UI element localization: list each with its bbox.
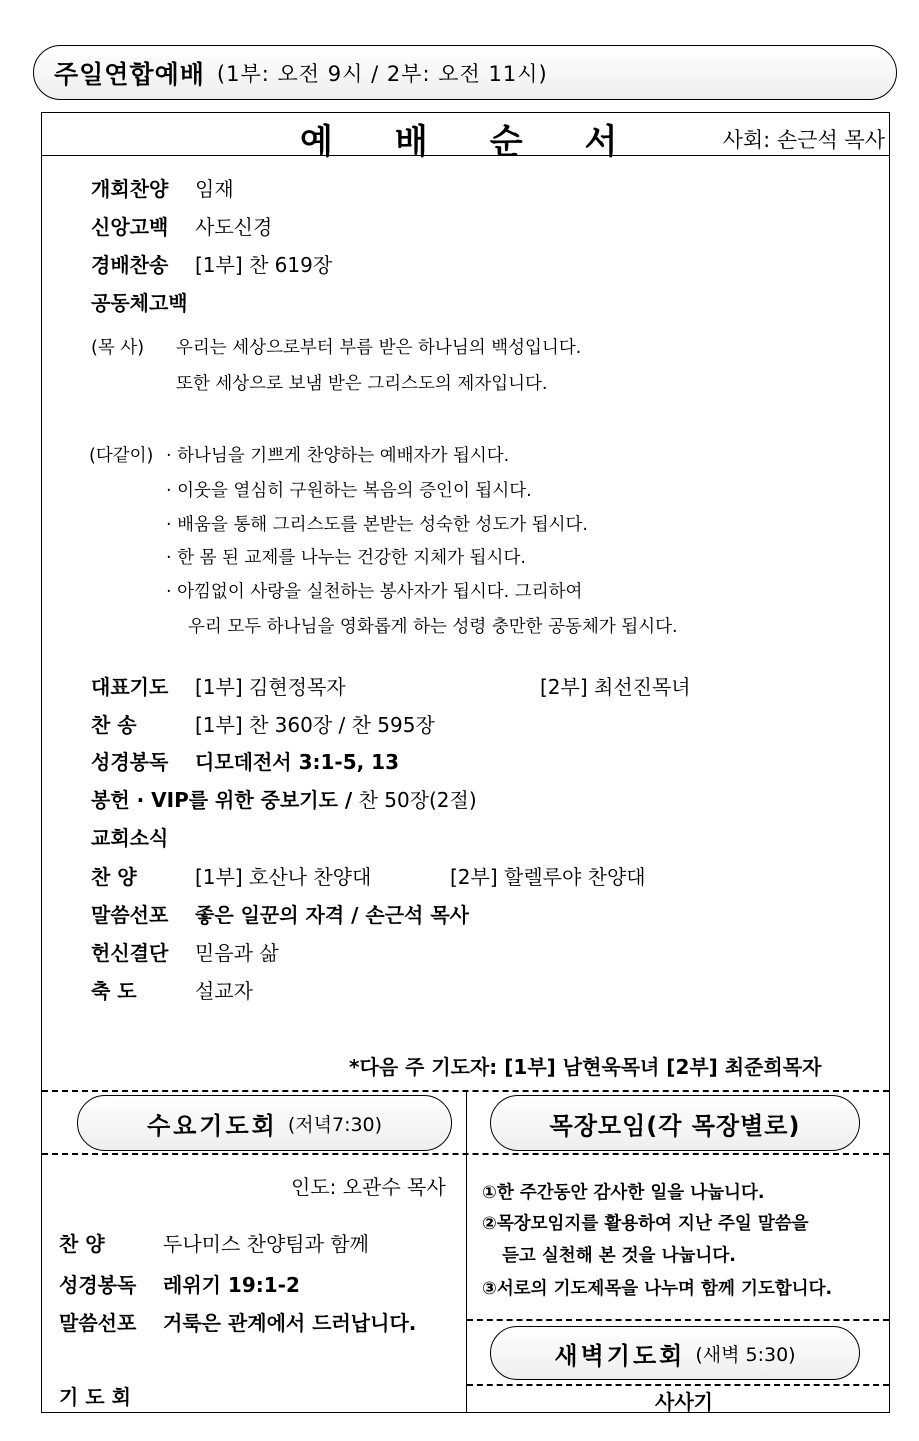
item-value: 레위기 19:1-2 — [163, 1273, 300, 1297]
confession-all-line: · 하나님을 기쁘게 찬양하는 예배자가 됩시다. — [166, 446, 510, 466]
cell-step: ②목장모임지를 활용하여 지난 주일 말씀을 — [482, 1214, 809, 1234]
item-value: 사도신경 — [195, 215, 273, 239]
item-label: 성경봉독 — [59, 1273, 137, 1297]
confession-leader-label: (목 사) — [91, 338, 145, 358]
item-label: 축 도 — [91, 979, 137, 1003]
item-label: 신앙고백 — [91, 215, 169, 239]
wednesday-leader: 인도: 오관수 목사 — [291, 1175, 446, 1199]
dawn-title: 새벽기도회 — [554, 1341, 686, 1370]
item-praise — [91, 861, 371, 890]
item-label: 찬 양 — [59, 1232, 105, 1256]
item-label: 찬 양 — [91, 865, 137, 889]
item-label: 말씀선포 — [59, 1311, 137, 1335]
confession-all-line: 우리 모두 하나님을 영화롭게 하는 성령 충만한 공동체가 됩시다. — [188, 617, 678, 637]
item-value: 거룩은 관계에서 드러납니다. — [163, 1311, 417, 1335]
order-title: 예배순서 — [300, 122, 680, 162]
item-value: 임재 — [195, 177, 234, 201]
item-label: 교회소식 — [91, 826, 169, 850]
dawn-time: (새벽 5:30) — [695, 1343, 796, 1366]
column-divider — [466, 1091, 467, 1413]
item-label: 개회찬양 — [91, 177, 169, 201]
item-value: [1부] 호산나 찬양대 — [195, 865, 372, 889]
item-creed — [91, 211, 272, 240]
divider — [467, 1319, 889, 1321]
item-value: 디모데전서 3:1-5, 13 — [195, 750, 400, 774]
item-prayer-second: [2부] 최선진목녀 — [540, 675, 691, 699]
cell-step: ③서로의 기도제목을 나누며 함께 기도합니다. — [482, 1279, 833, 1299]
item-representative-prayer — [91, 671, 346, 700]
item-label: 경배찬송 — [91, 253, 169, 277]
service-times: (1부: 오전 9시 / 2부: 오전 11시) — [216, 61, 548, 86]
cell-step: ①한 주간동안 감사한 일을 나눕니다. — [482, 1183, 765, 1203]
item-benediction — [91, 975, 253, 1004]
item-value: [1부] 김현정목자 — [195, 675, 346, 699]
item-worship-hymn — [91, 249, 332, 278]
wednesday-prayer-pill — [77, 1095, 452, 1151]
item-label: 성경봉독 — [91, 750, 169, 774]
item-value: 믿음과 삶 — [195, 941, 279, 965]
confession-leader-line: 우리는 세상으로부터 부름 받은 하나님의 백성입니다. — [176, 338, 582, 358]
item-scripture — [91, 746, 399, 775]
item-label: 대표기도 — [91, 675, 169, 699]
item-value: 설교자 — [195, 979, 253, 1003]
item-value: [1부] 찬 619장 — [195, 253, 333, 277]
wednesday-time: (저녁7:30) — [287, 1113, 383, 1136]
wednesday-item — [59, 1269, 300, 1298]
wednesday-prayer-label: 기 도 회 — [59, 1385, 131, 1409]
presider: 사회: 손근석 목사 — [722, 128, 885, 152]
service-header — [33, 45, 897, 100]
item-value: 두나미스 찬양팀과 함께 — [163, 1232, 369, 1256]
item-praise-second: [2부] 할렐루야 찬양대 — [450, 865, 646, 889]
item-church-news — [91, 822, 168, 851]
wednesday-title: 수요기도회 — [146, 1111, 278, 1140]
item-label: 봉헌 · VIP를 위한 중보기도 / — [91, 788, 353, 812]
service-title: 주일연합예배 — [54, 59, 205, 89]
item-dedication — [91, 937, 279, 966]
item-sermon — [91, 899, 469, 928]
wednesday-item — [59, 1228, 369, 1257]
item-value: 찬 50장(2절) — [358, 788, 477, 812]
item-hymn — [91, 709, 435, 738]
item-offering — [91, 784, 477, 813]
confession-all-label: (다같이) — [89, 446, 154, 466]
dawn-book: 사사기 — [655, 1390, 713, 1414]
dawn-prayer-pill — [490, 1326, 860, 1380]
item-label: 헌신결단 — [91, 941, 169, 965]
cell-meeting-pill — [490, 1095, 860, 1151]
item-value: 좋은 일꾼의 자격 / 손근석 목사 — [195, 903, 469, 927]
item-opening-praise — [91, 173, 234, 202]
item-label: 말씀선포 — [91, 903, 169, 927]
item-label: 찬 송 — [91, 713, 137, 737]
next-week-prayer: *다음 주 기도자: [1부] 남현욱목녀 [2부] 최준희목자 — [349, 1055, 822, 1079]
confession-all-line: · 한 몸 된 교제를 나누는 건강한 지체가 됩시다. — [166, 548, 526, 568]
item-value: [1부] 찬 360장 / 찬 595장 — [195, 713, 435, 737]
confession-leader-line: 또한 세상으로 보냄 받은 그리스도의 제자입니다. — [176, 374, 548, 394]
item-community-confession — [91, 287, 188, 316]
confession-all-line: · 이웃을 열심히 구원하는 복음의 증인이 됩시다. — [166, 481, 532, 501]
confession-all-line: · 배움을 통해 그리스도를 본받는 성숙한 성도가 됩시다. — [166, 515, 588, 535]
cell-title: 목장모임(각 목장별로) — [549, 1111, 801, 1140]
cell-step: 듣고 실천해 본 것을 나눕니다. — [502, 1246, 736, 1266]
wednesday-item — [59, 1307, 416, 1336]
confession-all-line: · 아낌없이 사랑을 실천하는 봉사자가 됩시다. 그리하여 — [166, 582, 583, 602]
item-label: 공동체고백 — [91, 291, 188, 315]
